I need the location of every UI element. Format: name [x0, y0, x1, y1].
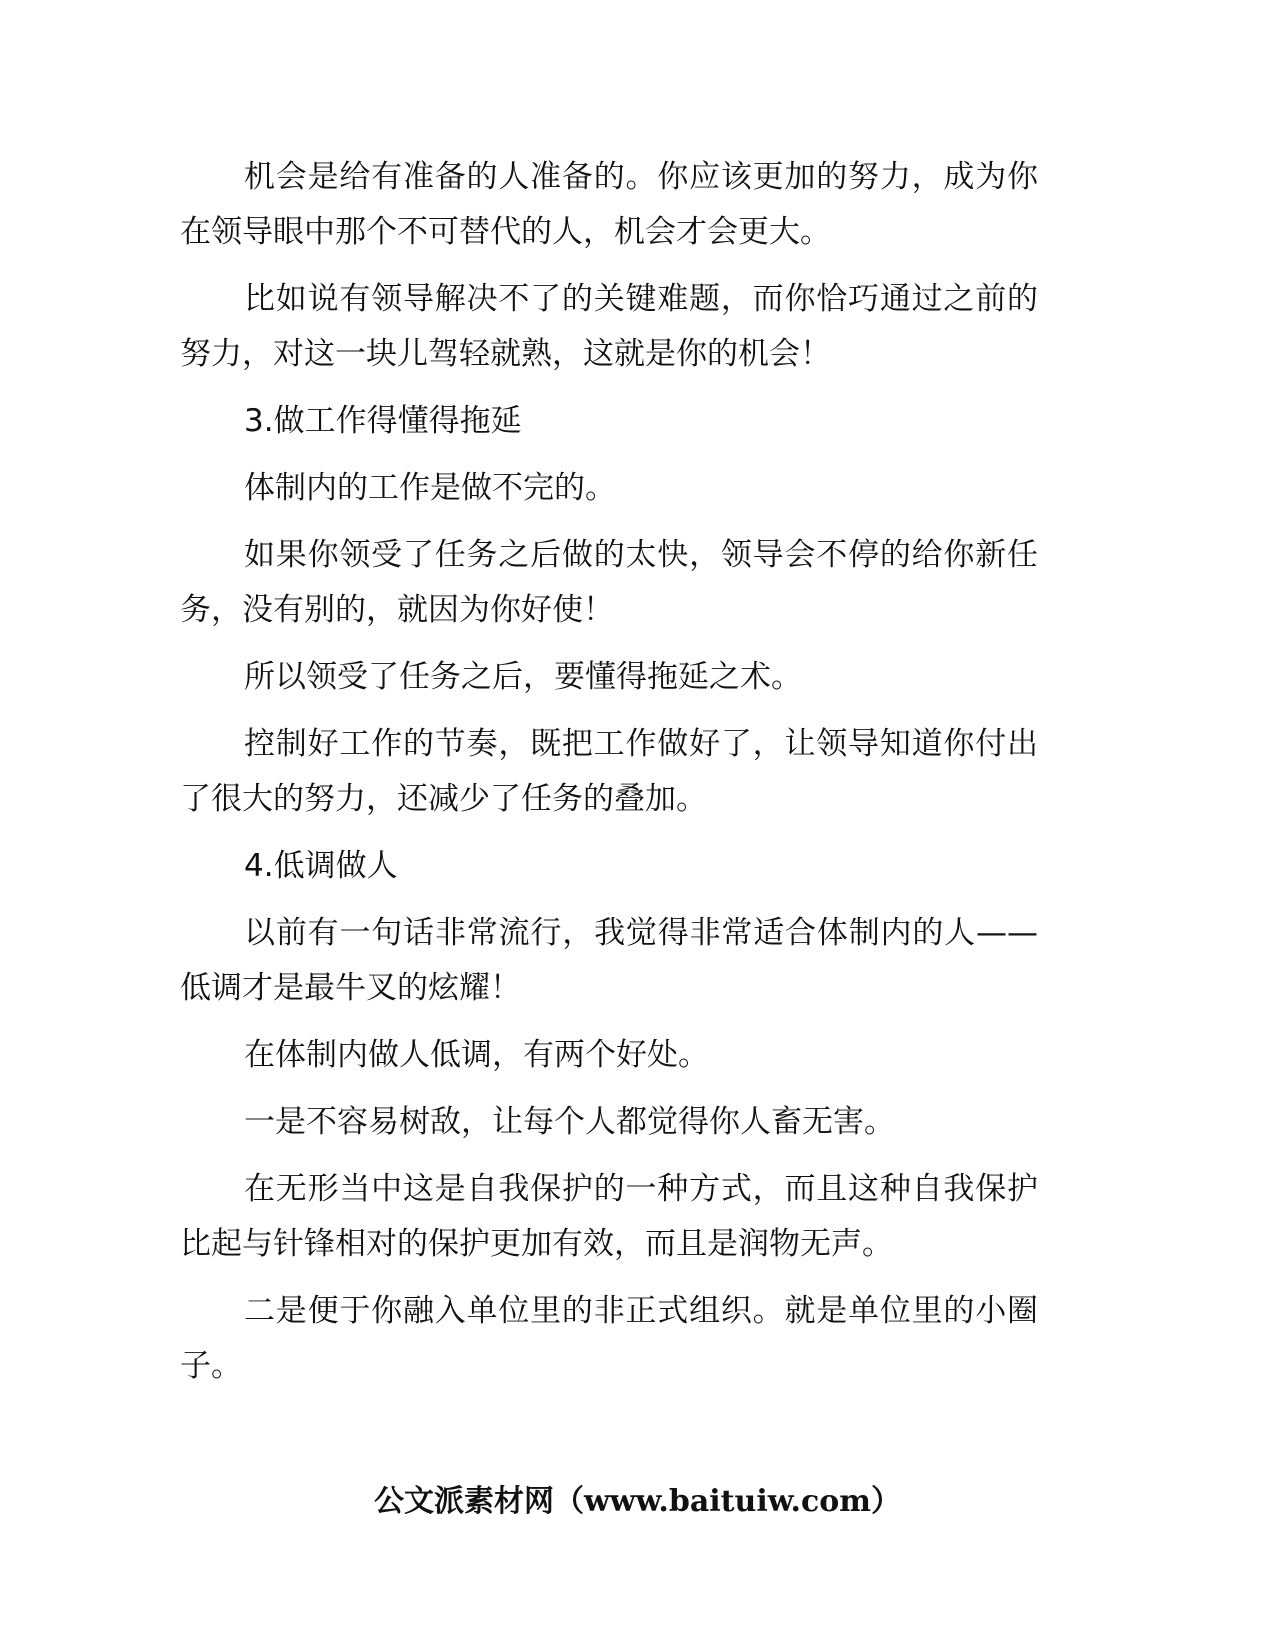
section-heading: 3.做工作得懂得拖延 — [244, 403, 522, 439]
paragraph: 一是不容易树敌，让每个人都觉得你人畜无害。 — [244, 1104, 895, 1140]
paragraph: 体制内的工作是做不完的。 — [244, 470, 616, 506]
document-body — [180, 150, 1038, 1406]
page-footer: 公文派素材网（www.baituiw.com） — [373, 1484, 902, 1519]
paragraph: 控制好工作的节奏，既把工作做好了，让领导知道你付出了很大的努力，还减少了任务的叠加。 — [180, 726, 1038, 817]
paragraph: 在无形当中这是自我保护的一种方式，而且这种自我保护比起与针锋相对的保护更加有效，而且是润物无声。 — [180, 1171, 1038, 1262]
paragraph: 机会是给有准备的人准备的。你应该更加的努力，成为你在领导眼中那个不可替代的人，机会才会更大。 — [180, 159, 1038, 250]
paragraph: 二是便于你融入单位里的非正式组织。就是单位里的小圈子。 — [180, 1293, 1038, 1384]
paragraph: 以前有一句话非常流行，我觉得非常适合体制内的人——低调才是最牛叉的炫耀！ — [180, 915, 1038, 1006]
paragraph: 如果你领受了任务之后做的太快，领导会不停的给你新任务，没有别的，就因为你好使！ — [180, 537, 1038, 628]
section-heading: 4.低调做人 — [244, 848, 398, 884]
paragraph: 所以领受了任务之后，要懂得拖延之术。 — [244, 659, 802, 695]
paragraph: 在体制内做人低调，有两个好处。 — [244, 1037, 709, 1073]
paragraph: 比如说有领导解决不了的关键难题，而你恰巧通过之前的努力，对这一块儿驾轻就熟，这就是你的机会！ — [180, 281, 1038, 372]
